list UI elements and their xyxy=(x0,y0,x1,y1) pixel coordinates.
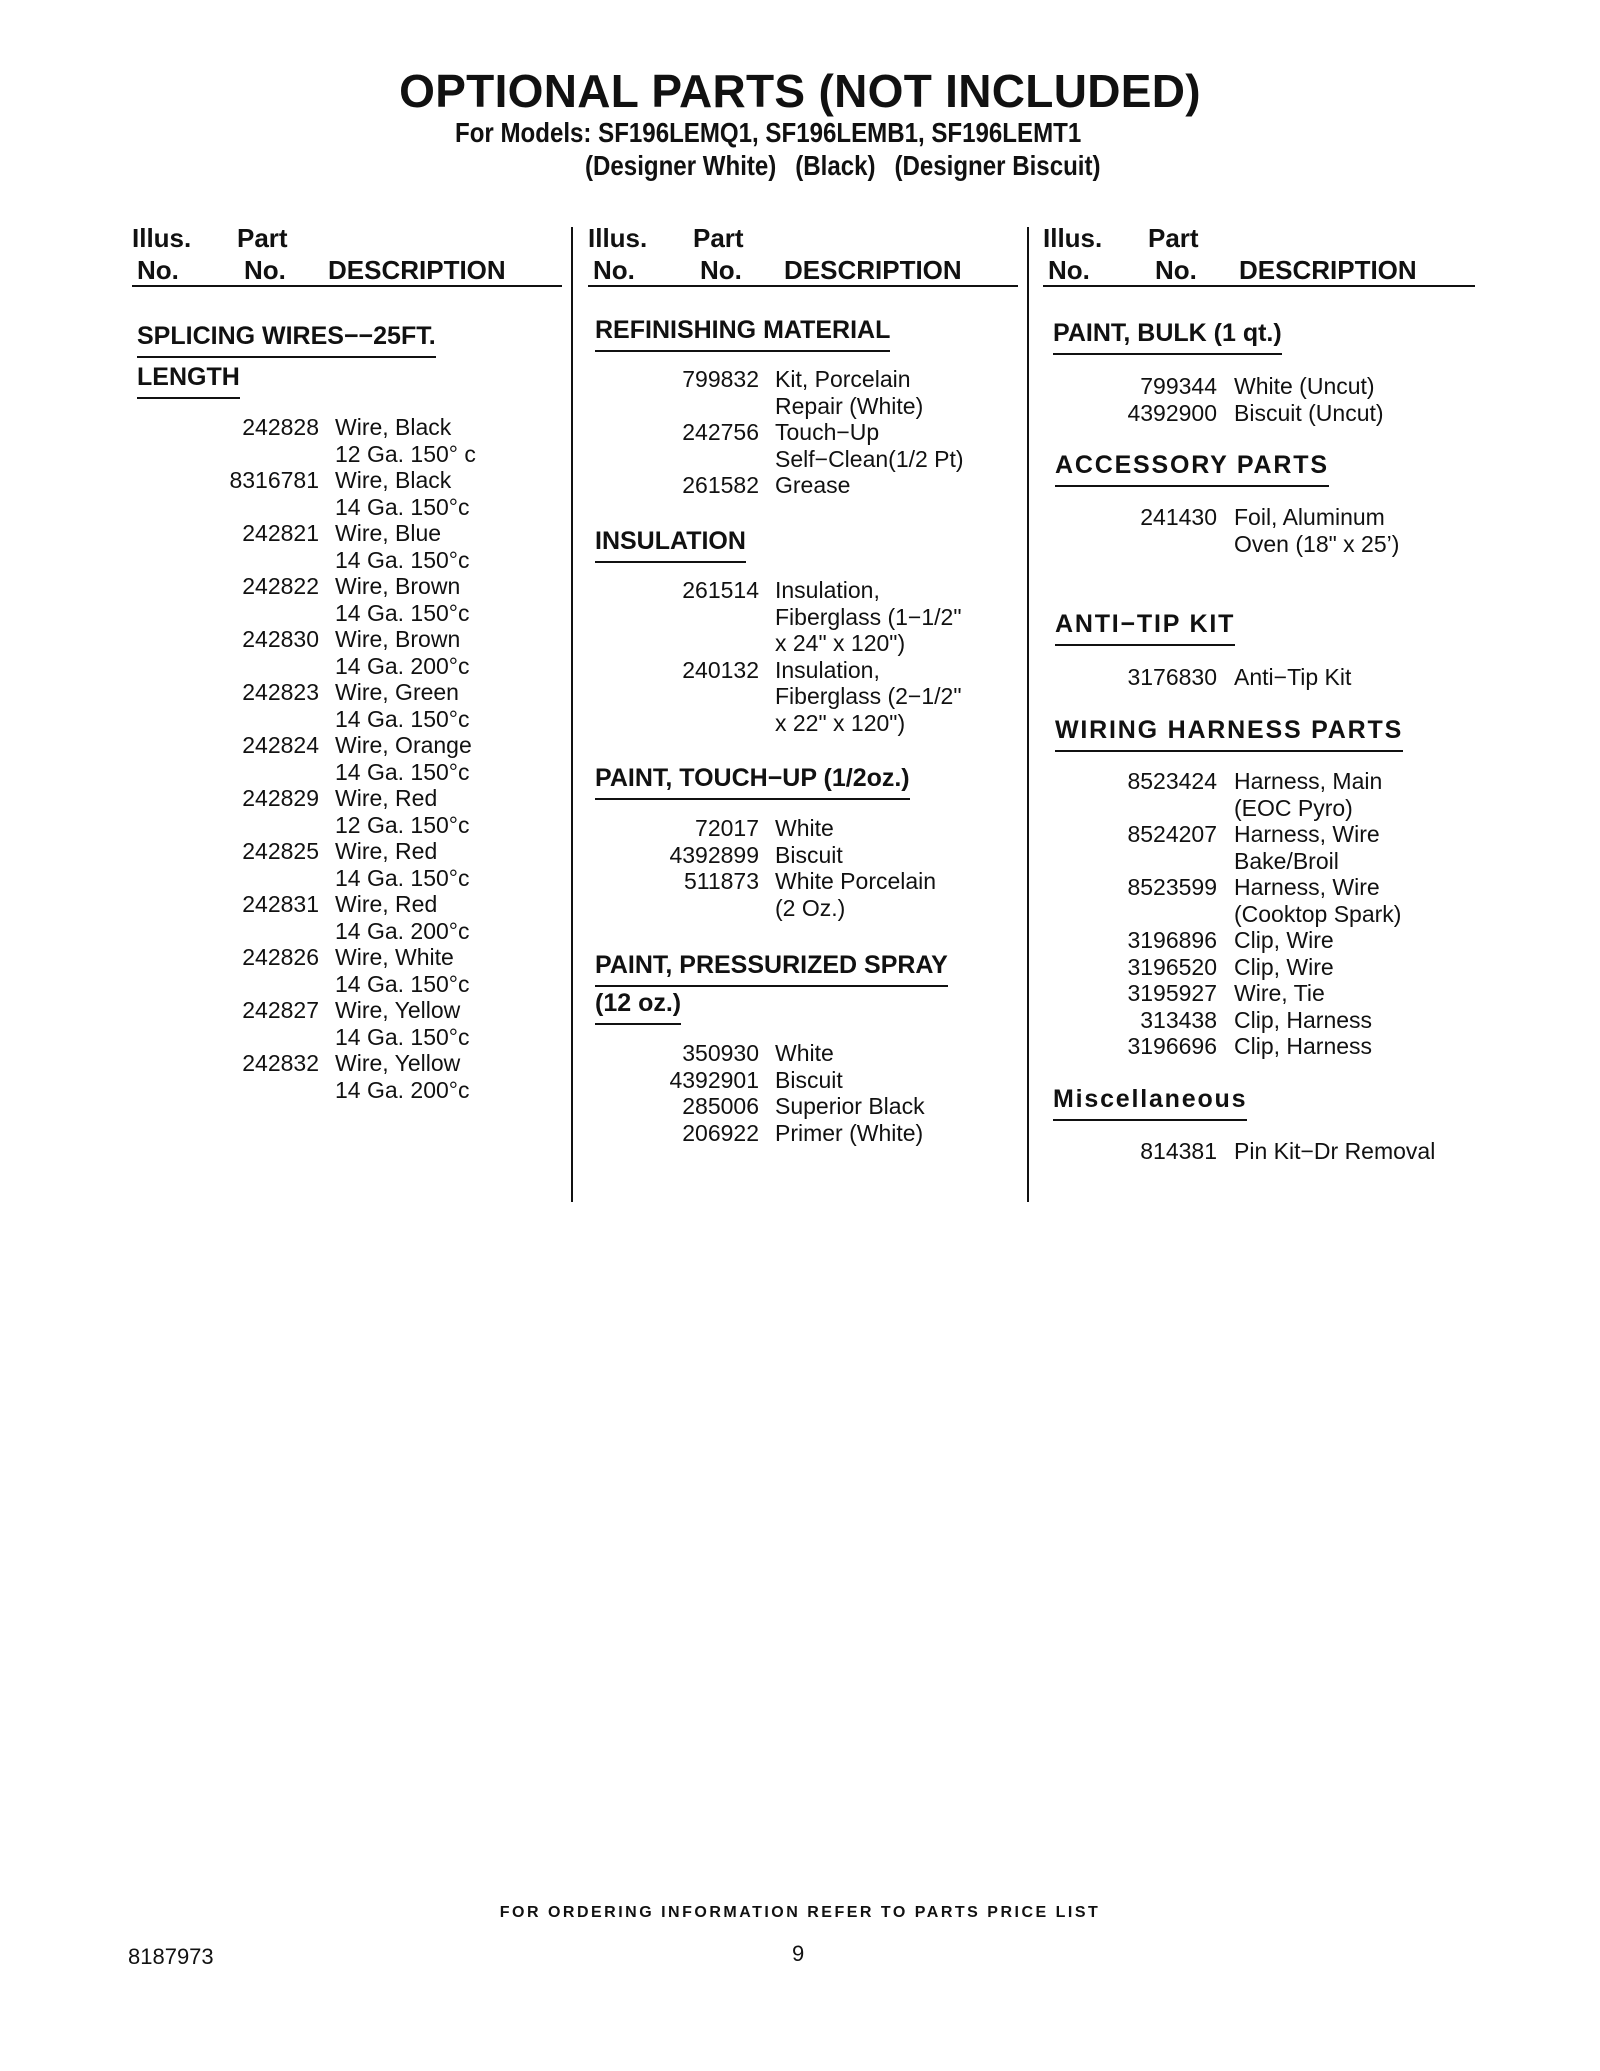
part-number: 242829 xyxy=(242,785,319,811)
part-number: 350930 xyxy=(682,1040,759,1066)
page-title: OPTIONAL PARTS (NOT INCLUDED) xyxy=(399,65,1201,117)
section-splicing-wires-length: LENGTH xyxy=(137,363,240,399)
part-description: (EOC Pyro) xyxy=(1234,794,1353,821)
part-description: Wire, Orange xyxy=(335,732,472,758)
part-description: Touch−Up xyxy=(775,419,880,445)
part-number: 242825 xyxy=(242,838,319,864)
part-description: Insulation, xyxy=(775,656,880,683)
section-anti-tip-kit: ANTI−TIP KIT xyxy=(1055,610,1235,646)
part-number: 3196896 xyxy=(1127,927,1217,953)
document-number: 8187973 xyxy=(128,1944,214,1969)
part-description: Wire, Black xyxy=(335,467,452,493)
header-part: Part xyxy=(237,223,288,253)
part-description: 14 Ga. 150°c xyxy=(335,705,470,732)
part-number: 799344 xyxy=(1140,373,1217,399)
column-header-3 xyxy=(1043,223,1475,289)
header-part-no: No. xyxy=(244,255,286,285)
header-illus-no: No. xyxy=(137,255,179,285)
part-description: Insulation, xyxy=(775,577,880,603)
part-description: Bake/Broil xyxy=(1234,847,1339,874)
part-description: Biscuit xyxy=(775,1066,843,1093)
part-number: 3196520 xyxy=(1127,953,1217,980)
section-insulation: INSULATION xyxy=(595,527,746,563)
part-description: Clip, Harness xyxy=(1234,1033,1373,1059)
part-description: Wire, Black xyxy=(335,414,452,440)
part-number: 3196696 xyxy=(1127,1033,1217,1059)
part-number: 242828 xyxy=(242,414,319,440)
part-number: 799832 xyxy=(682,366,759,392)
part-description: White (Uncut) xyxy=(1234,373,1375,399)
part-description: Clip, Harness xyxy=(1234,1006,1373,1033)
color-variant: (Black) xyxy=(795,150,876,181)
part-number: 206922 xyxy=(682,1119,759,1146)
part-number: 8523424 xyxy=(1127,768,1217,794)
part-description: Harness, Main xyxy=(1234,768,1383,794)
part-description: 14 Ga. 150°c xyxy=(335,864,470,891)
header-illus-no: No. xyxy=(1048,255,1090,285)
part-description: Fiberglass (2−1/2" xyxy=(775,683,962,709)
part-number: 242756 xyxy=(682,419,759,445)
part-description: White Porcelain xyxy=(775,868,937,894)
part-number: 242826 xyxy=(242,944,319,970)
part-description: Biscuit (Uncut) xyxy=(1234,399,1384,426)
part-number: 240132 xyxy=(682,656,759,683)
part-description: Oven (18" x 25’) xyxy=(1234,530,1400,557)
part-number: 242830 xyxy=(242,626,319,652)
ordering-note: FOR ORDERING INFORMATION REFER TO PARTS PRICE LIST xyxy=(499,1904,1101,1921)
part-description: Harness, Wire xyxy=(1234,874,1380,900)
part-number: 4392901 xyxy=(669,1066,759,1093)
part-description: 14 Ga. 150°c xyxy=(335,1023,470,1050)
column-divider xyxy=(1027,227,1029,1202)
part-number: 511873 xyxy=(683,868,759,894)
part-description: (Cooktop Spark) xyxy=(1234,900,1402,927)
section-paint-pressurized-spray: PAINT, PRESSURIZED SPRAY xyxy=(595,951,948,987)
models-subtitle: For Models: SF196LEMQ1, SF196LEMB1, SF196LEMT1 xyxy=(455,117,1082,148)
part-description: Wire, Tie xyxy=(1234,980,1325,1006)
part-number: 242827 xyxy=(242,997,319,1023)
part-description: Grease xyxy=(775,472,851,498)
column-divider xyxy=(571,227,573,1202)
part-number: 72017 xyxy=(695,815,759,841)
column-header-2 xyxy=(588,223,1018,289)
header-part: Part xyxy=(1148,223,1199,253)
part-number: 242832 xyxy=(242,1050,319,1076)
header-rule xyxy=(588,285,1018,287)
part-description: Wire, Brown xyxy=(335,573,461,599)
part-description: 14 Ga. 150°c xyxy=(335,758,470,785)
header-illus: Illus. xyxy=(132,223,192,253)
part-number: 242824 xyxy=(242,732,319,758)
part-description: Self−Clean(1/2 Pt) xyxy=(775,445,964,472)
header-illus: Illus. xyxy=(1043,223,1103,253)
part-description: 14 Ga. 200°c xyxy=(335,652,470,679)
part-description: 12 Ga. 150°c xyxy=(335,811,470,838)
part-description: Pin Kit−Dr Removal xyxy=(1234,1138,1436,1164)
part-number: 3176830 xyxy=(1127,664,1217,690)
part-number: 3195927 xyxy=(1127,980,1217,1006)
part-description: Wire, Red xyxy=(335,838,438,864)
part-number: 261514 xyxy=(682,577,759,603)
section-wiring-harness-parts: WIRING HARNESS PARTS xyxy=(1055,716,1403,752)
part-description: x 24" x 120") xyxy=(775,630,906,656)
part-description: Wire, Yellow xyxy=(335,1050,461,1076)
part-description: Fiberglass (1−1/2" xyxy=(775,603,962,630)
part-description: Superior Black xyxy=(775,1093,925,1119)
part-number: 242831 xyxy=(242,891,319,917)
part-description: Kit, Porcelain xyxy=(775,366,911,392)
section-accessory-parts: ACCESSORY PARTS xyxy=(1055,451,1329,487)
section-paint-pressurized-spray-size: (12 oz.) xyxy=(595,989,681,1025)
part-description: 14 Ga. 150°c xyxy=(335,970,470,997)
part-number: 313438 xyxy=(1140,1006,1217,1033)
part-number: 285006 xyxy=(682,1093,759,1119)
part-description: Clip, Wire xyxy=(1234,927,1334,953)
header-part-no: No. xyxy=(700,255,742,285)
section-paint-touch-up: PAINT, TOUCH−UP (1/2oz.) xyxy=(595,764,910,800)
part-number: 242821 xyxy=(242,520,319,546)
part-description: Repair (White) xyxy=(775,392,924,419)
part-number: 242822 xyxy=(242,573,319,599)
part-description: Clip, Wire xyxy=(1234,953,1334,980)
section-splicing-wires: SPLICING WIRES−−25FT. xyxy=(137,322,436,358)
part-description: Wire, Green xyxy=(335,679,459,705)
part-number: 8316781 xyxy=(229,467,319,493)
part-description: Wire, Red xyxy=(335,891,438,917)
header-part-no: No. xyxy=(1155,255,1197,285)
part-description: Wire, Blue xyxy=(335,520,442,546)
part-description: White xyxy=(775,1040,834,1066)
part-description: Wire, Yellow xyxy=(335,997,461,1023)
part-description: 14 Ga. 150°c xyxy=(335,546,470,573)
column-header-1 xyxy=(132,223,562,289)
header-part: Part xyxy=(693,223,744,253)
header-illus-no: No. xyxy=(593,255,635,285)
part-description: Foil, Aluminum xyxy=(1234,504,1385,530)
color-variants xyxy=(585,150,1119,182)
section-paint-bulk: PAINT, BULK (1 qt.) xyxy=(1053,319,1282,355)
header-description: DESCRIPTION xyxy=(328,255,506,285)
part-description: 14 Ga. 150°c xyxy=(335,599,470,626)
section-miscellaneous: Miscellaneous xyxy=(1053,1085,1247,1121)
header-illus: Illus. xyxy=(588,223,648,253)
part-number: 261582 xyxy=(682,472,759,498)
part-number: 242823 xyxy=(242,679,319,705)
part-number: 814381 xyxy=(1140,1138,1217,1164)
part-number: 8523599 xyxy=(1127,874,1217,900)
part-description: Wire, Red xyxy=(335,785,438,811)
part-description: Harness, Wire xyxy=(1234,821,1380,847)
part-description: Anti−Tip Kit xyxy=(1234,664,1352,690)
part-description: x 22" x 120") xyxy=(775,709,906,736)
color-variant: (Designer White) xyxy=(585,150,777,181)
header-description: DESCRIPTION xyxy=(1239,255,1417,285)
header-description: DESCRIPTION xyxy=(784,255,962,285)
part-description: 12 Ga. 150° c xyxy=(335,440,476,467)
color-variant: (Designer Biscuit) xyxy=(894,150,1101,181)
section-refinishing-material: REFINISHING MATERIAL xyxy=(595,316,890,352)
part-description: Wire, White xyxy=(335,944,454,970)
part-description: Wire, Brown xyxy=(335,626,461,652)
part-description: Biscuit xyxy=(775,841,843,868)
part-description: 14 Ga. 150°c xyxy=(335,493,470,520)
part-description: (2 Oz.) xyxy=(775,894,846,921)
part-number: 8524207 xyxy=(1127,821,1217,847)
header-rule xyxy=(132,285,562,287)
part-description: 14 Ga. 200°c xyxy=(335,1076,470,1103)
page-number: 9 xyxy=(792,1941,805,1966)
part-description: Primer (White) xyxy=(775,1119,924,1146)
part-number: 4392900 xyxy=(1127,399,1217,426)
part-description: 14 Ga. 200°c xyxy=(335,917,470,944)
part-description: White xyxy=(775,815,834,841)
part-number: 241430 xyxy=(1140,504,1217,530)
part-number: 4392899 xyxy=(669,841,759,868)
header-rule xyxy=(1043,285,1475,287)
